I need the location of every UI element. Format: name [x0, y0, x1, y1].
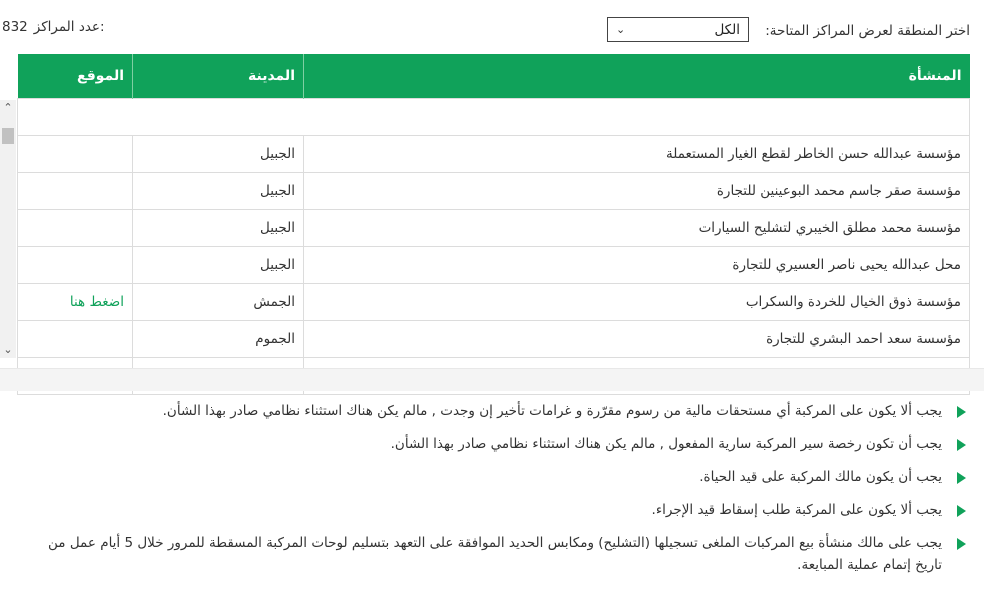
header-name[interactable]: المنشأة — [304, 54, 970, 99]
region-select-value: الكل — [714, 21, 740, 38]
section-divider — [0, 368, 984, 391]
region-select[interactable] — [607, 17, 749, 42]
cell-location — [18, 210, 133, 247]
condition-item — [30, 433, 970, 455]
condition-text: يجب ألا يكون على المركبة أي مستحقات مالية من رسوم مقرّرة و غرامات تأخير إن وجدت , مالم يكن هناك استثناء نظامي صادر بهذا الشأن. — [162, 403, 942, 419]
cell-city: الجمش — [133, 284, 304, 321]
centers-count-label: عدد المراكز: — [33, 19, 105, 35]
cell-city: الجبيل — [133, 247, 304, 284]
centers-table — [17, 54, 970, 395]
header-location[interactable]: الموقع — [18, 54, 133, 99]
cell-city: الجبيل — [133, 136, 304, 173]
condition-item — [30, 466, 970, 488]
centers-table-container — [17, 54, 969, 358]
cell-name: مؤسسة محمد مطلق الخيبري لتشليح السيارات — [304, 210, 970, 247]
cell-location — [18, 321, 133, 358]
cell-name: محل عبدالله يحيى ناصر العسيري للتجارة — [304, 247, 970, 284]
cell-name: مؤسسة عبدالله حسن الخاطر لقطع الغيار المستعملة — [304, 136, 970, 173]
condition-item — [30, 499, 970, 521]
cell-city: الجموم — [133, 321, 304, 358]
table-scrollbar[interactable] — [0, 100, 16, 358]
cell-name: مؤسسة ذوق الخيال للخردة والسكراب — [304, 284, 970, 321]
cell-location — [18, 136, 133, 173]
table-row — [18, 136, 970, 173]
cell-name: مؤسسة صقر جاسم محمد البوعينين للتجارة — [304, 173, 970, 210]
triangle-bullet-icon — [957, 439, 966, 451]
table-header-row — [18, 54, 970, 99]
condition-text: يجب ألا يكون على المركبة طلب إسقاط قيد الإجراء. — [651, 502, 942, 518]
condition-item — [30, 532, 970, 576]
condition-text: يجب أن يكون مالك المركبة على قيد الحياة. — [699, 469, 942, 485]
table-row — [18, 210, 970, 247]
triangle-bullet-icon — [957, 505, 966, 517]
table-row — [18, 284, 970, 321]
header-city[interactable]: المدينة — [133, 54, 304, 99]
cell-location — [18, 247, 133, 284]
triangle-bullet-icon — [957, 472, 966, 484]
table-row — [18, 173, 970, 210]
region-filter-label: اختر المنطقة لعرض المراكز المتاحة: — [765, 23, 970, 39]
cell-location — [18, 284, 133, 321]
cell-city: الجبيل — [133, 173, 304, 210]
cell-location — [18, 173, 133, 210]
cell-city: الجبيل — [133, 210, 304, 247]
condition-text: يجب أن تكون رخصة سير المركبة سارية المفعول , مالم يكن هناك استثناء نظامي صادر بهذا الشأن. — [390, 436, 942, 452]
conditions-list — [30, 400, 970, 587]
location-link[interactable]: اضغط هنا — [69, 294, 124, 310]
cell-name: مؤسسة سعد احمد البشري للتجارة — [304, 321, 970, 358]
scroll-down-icon[interactable]: ⌄ — [3, 343, 13, 356]
centers-count — [2, 19, 105, 35]
triangle-bullet-icon — [957, 406, 966, 418]
scroll-up-icon[interactable]: ⌃ — [3, 101, 13, 114]
triangle-bullet-icon — [957, 538, 966, 550]
table-row — [18, 247, 970, 284]
scroll-thumb[interactable] — [2, 128, 14, 144]
condition-text: يجب على مالك منشأة بيع المركبات الملغى تسجيلها (التشليح) ومكابس الحديد الموافقة على التعهد بتسليم لوحات المركبة المسقطة للمرور خلال 5 أيام عمل من تاريخ إتمام عملية المبايعة. — [48, 535, 942, 573]
centers-count-value: 832 — [2, 19, 28, 35]
condition-item — [30, 400, 970, 422]
table-row — [18, 321, 970, 358]
chevron-down-icon: ⌄ — [616, 23, 626, 36]
